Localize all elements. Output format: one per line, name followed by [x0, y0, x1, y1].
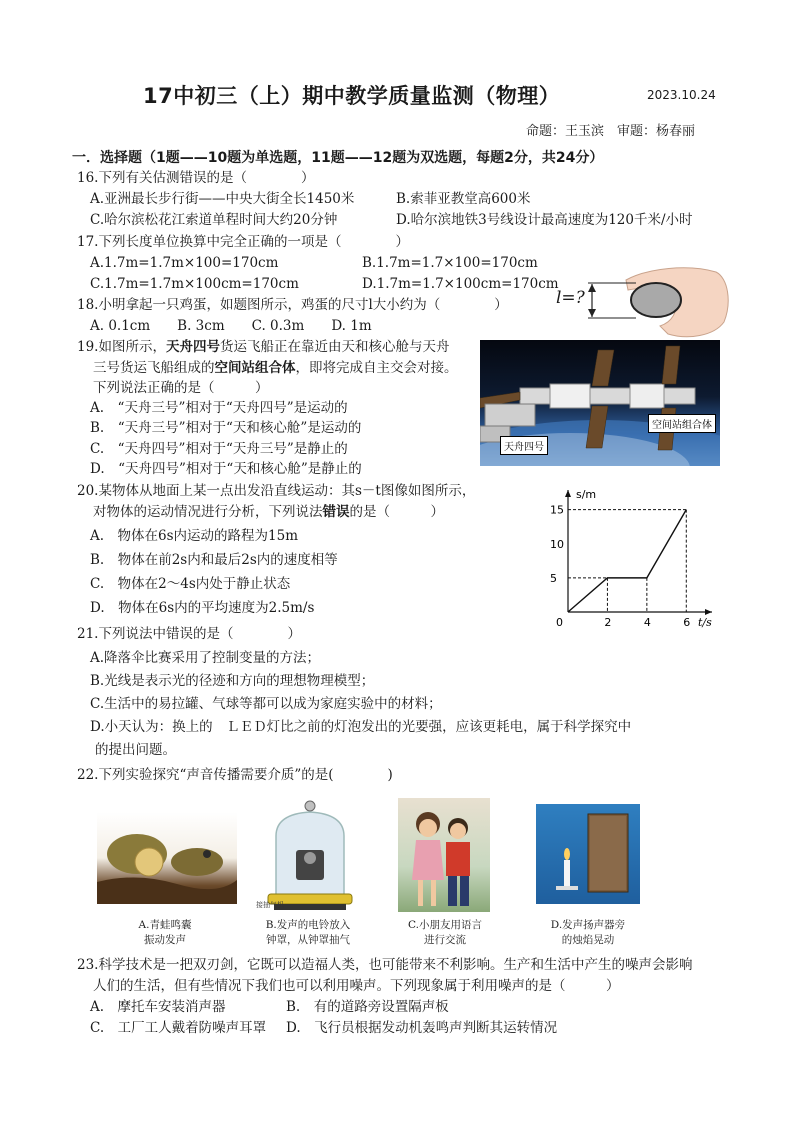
q16-option-a: A.亚洲最长步行街——中央大街全长1450米: [90, 191, 355, 207]
q21-option-d-cont: 的提出问题。: [95, 742, 176, 758]
section-heading: 一．选择题（1题——10题为单选题，11题——12题为双选题，每题2分，共24分）: [72, 150, 604, 166]
q23-option-a: A. 摩托车安装消声器: [90, 999, 226, 1015]
x-tick-label: 2: [604, 616, 612, 629]
egg-figure: [548, 262, 733, 342]
exam-date: 2023.10.24: [647, 88, 716, 102]
q23-stem-line2: 人们的生活，但有些情况下我们也可以利用噪声。下列现象属于利用噪声的是（ ）: [93, 978, 620, 994]
y-tick-label: 15: [550, 503, 564, 517]
q18-options: A. 0.1cm B. 3cm C. 0.3m D. 1m: [90, 318, 372, 334]
children-photo: [398, 798, 490, 912]
q19-stem: 19.如图所示，天舟四号货运飞船正在靠近由天和核心舱与天舟: [77, 339, 450, 355]
exam-authors: 命题：王玉滨 审题：杨春丽: [526, 124, 696, 139]
q19-option-a: A. “天舟三号”相对于“天舟四号”是运动的: [90, 400, 348, 416]
q20-bold-wrong: 错误: [322, 504, 350, 520]
q19-bold-ship: 天舟四号: [165, 339, 220, 355]
q23-option-b: B. 有的道路旁设置隔声板: [286, 999, 449, 1015]
y-tick-label: 10: [550, 537, 564, 551]
q17-option-c: C.1.7m=1.7m×100cm=170cm: [90, 276, 299, 292]
q19-option-c: C. “天舟四号”相对于“天舟三号”是静止的: [90, 441, 348, 457]
bell-jar-illustration: [254, 800, 360, 914]
q19-option-b: B. “天舟三号”相对于“天和核心舱”是运动的: [90, 420, 362, 436]
q16-stem: 16.下列有关估测错误的是（ ）: [77, 170, 315, 186]
caption-a: A.青蛙鸣囊 振动发声: [138, 919, 192, 946]
x-axis-label: t/s: [698, 616, 712, 629]
q23-stem: 23.科学技术是一把双刃剑，它既可以造福人类，也可能带来不利影响。生产和生活中产生的噪声会影响: [77, 957, 693, 973]
q21-stem: 21.下列说法中错误的是（ ）: [77, 626, 301, 642]
origin-label: 0: [556, 616, 563, 629]
q17-stem: 17.下列长度单位换算中完全正确的一项是（ ）: [77, 234, 409, 250]
q23-option-d: D. 飞行员根据发动机轰鸣声判断其运转情况: [286, 1020, 558, 1036]
q23-option-c: C. 工厂工人戴着防噪声耳罩: [90, 1020, 267, 1036]
q18-stem: 18.小明拿起一只鸡蛋，如题图所示，鸡蛋的尺寸l大小约为（ ）: [77, 297, 508, 313]
q19-stem-line2: 三号货运飞船组成的空间站组合体，即将完成自主交会对接。: [93, 360, 458, 376]
space-station-photo: [480, 340, 720, 466]
q21-option-b: B.光线是表示光的径迹和方向的理想物理模型；: [90, 673, 375, 689]
speaker-candle-photo: [536, 804, 640, 904]
children-illustration: [398, 798, 490, 912]
q20-option-b: B. 物体在前2s内和最后2s内的速度相等: [90, 552, 338, 568]
s-t-graph: [540, 480, 720, 630]
q20-stem-line2: 对物体的运动情况进行分析，下列说法错误的是（ ）: [93, 504, 444, 520]
page-title: 17中初三（上）期中教学质量监测（物理）: [143, 84, 561, 108]
s-t-series-line: [568, 510, 686, 612]
q20-option-c: C. 物体在2～4s内处于静止状态: [90, 576, 291, 592]
ship-label: 天舟四号: [500, 436, 548, 455]
y-tick-label: 5: [550, 571, 557, 585]
q17-option-d: D.1.7m=1.7×100cm=170cm: [362, 276, 559, 292]
caption-c: C.小朋友用语言 进行交流: [408, 919, 482, 946]
q20-option-a: A. 物体在6s内运动的路程为15m: [90, 528, 299, 544]
q22-stem: 22.下列实验探究“声音传播需要介质”的是( ): [77, 767, 393, 783]
caption-b: B.发声的电铃放入 钟罩，从钟罩抽气: [265, 919, 351, 946]
egg-size-label: l=?: [556, 288, 585, 308]
x-tick-label: 6: [683, 616, 691, 629]
station-label: 空间站组合体: [648, 414, 716, 433]
pump-label: 接抽气机: [256, 901, 284, 909]
x-axis-arrow: [705, 609, 712, 615]
x-tick-label: 4: [643, 616, 651, 629]
q16-option-b: B.索菲亚教堂高600米: [396, 191, 531, 207]
q21-option-c: C.生活中的易拉罐、气球等都可以成为家庭实验中的材料；: [90, 696, 442, 712]
y-axis-label: s/m: [576, 488, 597, 501]
bell-jar-photo: [254, 800, 360, 914]
q19-option-d: D. “天舟四号”相对于“天和核心舱”是静止的: [90, 461, 362, 477]
q21-option-a: A.降落伞比赛采用了控制变量的方法；: [90, 650, 321, 666]
q16-option-c: C.哈尔滨松花江索道单程时间大约20分钟: [90, 212, 338, 228]
y-axis-arrow: [565, 490, 571, 497]
q19-stem-line3: 下列说法正确的是（ ）: [93, 380, 269, 396]
caption-d: D.发声扬声器旁 的烛焰晃动: [550, 919, 626, 946]
frog-illustration: [97, 812, 237, 904]
q16-option-d: D.哈尔滨地铁3号线设计最高速度为120千米/小时: [396, 212, 693, 228]
q20-option-d: D. 物体在6s内的平均速度为2.5m/s: [90, 600, 315, 616]
frog-photo: [97, 812, 237, 904]
speaker-candle-illustration: [536, 804, 640, 904]
q21-option-d: D.小天认为：换上的 ＬＥＤ灯比之前的灯泡发出的光要强，应该更耗电，属于科学探究中: [90, 719, 632, 735]
q17-option-b: B.1.7m=1.7×100=170cm: [362, 255, 538, 271]
q19-bold-station: 空间站组合体: [214, 360, 296, 376]
q17-option-a: A.1.7m=1.7m×100=170cm: [90, 255, 279, 271]
q20-stem: 20.某物体从地面上某一点出发沿直线运动：其s－t图像如图所示，: [77, 483, 476, 499]
